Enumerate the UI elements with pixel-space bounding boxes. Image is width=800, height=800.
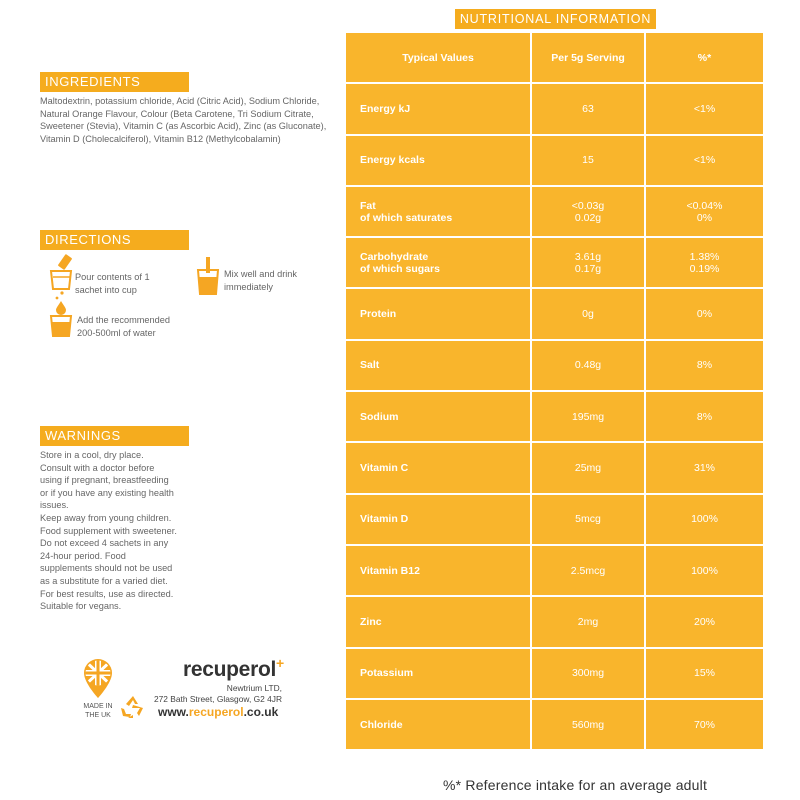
nutrient-name: Carbohydrate of which sugars <box>346 238 530 287</box>
nutrient-name: Vitamin C <box>346 443 530 492</box>
nutrient-value: 2.5mcg <box>532 546 644 595</box>
nutrient-percent: 1.38% 0.19% <box>646 238 763 287</box>
nutrient-percent: <0.04% 0% <box>646 187 763 236</box>
nutrient-name: Potassium <box>346 649 530 698</box>
nutrient-value: 3.61g 0.17g <box>532 238 644 287</box>
nutrient-value: 25mg <box>532 443 644 492</box>
stir-spoon-icon <box>196 256 220 296</box>
nutrient-name: Salt <box>346 341 530 390</box>
ingredients-heading: INGREDIENTS <box>40 72 189 92</box>
nutrient-value: 195mg <box>532 392 644 441</box>
nutrient-percent: <1% <box>646 84 763 133</box>
direction-step-2: Add the recommended 200-500ml of water <box>77 315 170 338</box>
nutrient-value: 63 <box>532 84 644 133</box>
nutrient-percent: <1% <box>646 136 763 185</box>
warning-line: Keep away from young children. <box>40 512 172 523</box>
sachet-pour-icon <box>48 253 74 303</box>
water-cup-icon <box>49 300 73 338</box>
table-row <box>346 187 763 236</box>
ingredients-text: Maltodextrin, potassium chloride, Acid (Citric Acid), Sodium Chloride, Natural Orange Flavour, Colour (Beta Carotene, Tri Sodium Citrate, Sweetener (Stevia), Vitamin C (as Ascorbic Acid), Zinc (as Gluconate), Vitamin D (Cholecalciferol), Vitamin B12 (Methylcobalamin) <box>40 96 327 144</box>
nutrient-name: Zinc <box>346 597 530 646</box>
warning-line: Suitable for vegans. <box>40 601 122 612</box>
nutrient-value: 0.48g <box>532 341 644 390</box>
nutrient-name: Energy kJ <box>346 84 530 133</box>
nutrient-percent: 20% <box>646 597 763 646</box>
nutrient-value: 0g <box>532 289 644 338</box>
directions-heading: DIRECTIONS <box>40 230 189 250</box>
table-row <box>346 341 763 390</box>
warnings-text <box>40 449 205 613</box>
nutrient-percent: 100% <box>646 546 763 595</box>
warning-line: issues. <box>40 500 69 511</box>
table-row <box>346 238 763 287</box>
uk-flag-pin-icon <box>82 658 114 700</box>
nutrient-name: Vitamin B12 <box>346 546 530 595</box>
nutrient-name: Protein <box>346 289 530 338</box>
warning-line: 24-hour period. Food <box>40 550 126 561</box>
nutrient-name: Vitamin D <box>346 495 530 544</box>
table-row <box>346 289 763 338</box>
footnote: %* Reference intake for an average adult <box>443 777 708 793</box>
nutrient-value: 15 <box>532 136 644 185</box>
table-row <box>346 443 763 492</box>
table-row <box>346 546 763 595</box>
nutrient-name: Fat of which saturates <box>346 187 530 236</box>
made-in-uk-label: MADE IN THE UK <box>83 703 113 719</box>
warning-line: Store in a cool, dry place. <box>40 450 144 460</box>
warning-line: For best results, use as directed. <box>40 588 174 599</box>
nutrient-value: 2mg <box>532 597 644 646</box>
warnings-heading: WARNINGS <box>40 426 189 446</box>
table-row <box>346 597 763 646</box>
company-name: Newtrium LTD, <box>226 683 282 693</box>
table-header-row <box>346 33 763 82</box>
warning-line: or if you have any existing health <box>40 487 174 498</box>
nutrient-percent: 15% <box>646 649 763 698</box>
warning-line: supplements should not be used <box>40 563 173 574</box>
nutrient-percent: 31% <box>646 443 763 492</box>
nutrition-title: NUTRITIONAL INFORMATION <box>455 9 656 29</box>
warning-line: Do not exceed 4 sachets in any <box>40 538 169 549</box>
warning-line: Consult with a doctor before <box>40 462 155 473</box>
nutrient-percent: 70% <box>646 700 763 749</box>
nutrient-name: Energy kcals <box>346 136 530 185</box>
table-row <box>346 136 763 185</box>
website-link[interactable]: www.recuperol.co.uk <box>158 705 279 719</box>
nutrient-percent: 8% <box>646 341 763 390</box>
column-header: Per 5g Serving <box>532 33 644 82</box>
warning-line: as a substitute for a varied diet. <box>40 575 168 586</box>
nutrient-value: 5mcg <box>532 495 644 544</box>
nutrient-name: Sodium <box>346 392 530 441</box>
table-row <box>346 495 763 544</box>
recycle-icon <box>119 694 147 720</box>
table-row <box>346 84 763 133</box>
table-row <box>346 392 763 441</box>
company-address: 272 Bath Street, Glasgow, G2 4JR <box>153 694 282 704</box>
direction-step-3: Mix well and drink immediately <box>224 269 298 292</box>
nutrient-percent: 8% <box>646 392 763 441</box>
warning-line: Food supplement with sweetener. <box>40 525 177 536</box>
nutrient-value: 300mg <box>532 649 644 698</box>
column-header: %* <box>646 33 763 82</box>
nutrient-value: 560mg <box>532 700 644 749</box>
nutrient-percent: 100% <box>646 495 763 544</box>
column-header: Typical Values <box>346 33 530 82</box>
nutrient-percent: 0% <box>646 289 763 338</box>
nutrient-name: Chloride <box>346 700 530 749</box>
nutrition-table <box>344 31 765 751</box>
table-row <box>346 700 763 749</box>
direction-step-1: Pour contents of 1 sachet into cup <box>75 272 150 295</box>
warning-line: using if pregnant, breastfeeding <box>40 475 169 486</box>
table-row <box>346 649 763 698</box>
brand-logo: recuperol+ <box>183 655 284 681</box>
nutrient-value: <0.03g 0.02g <box>532 187 644 236</box>
